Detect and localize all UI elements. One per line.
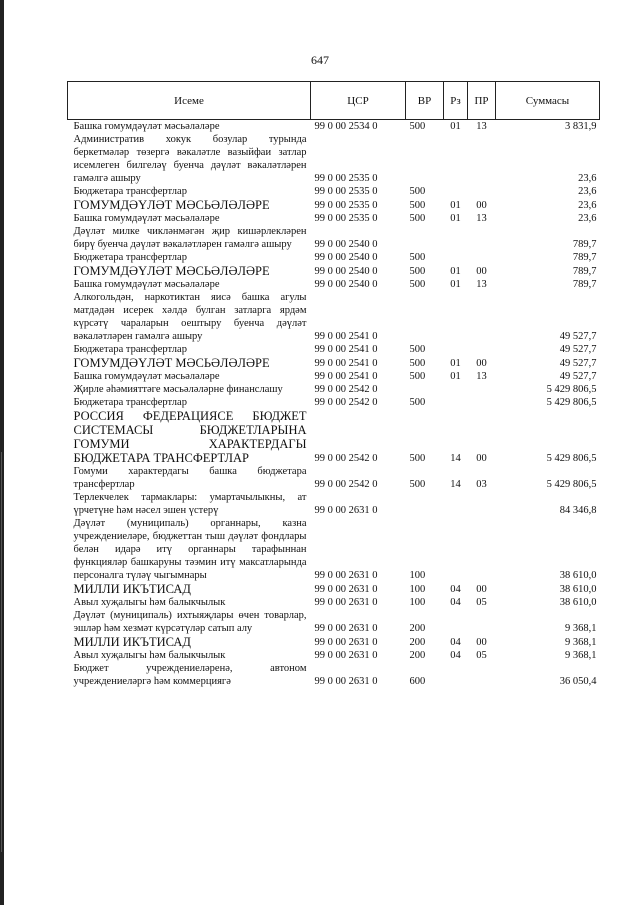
table-row	[68, 278, 600, 291]
row-csr: 99 0 00 2540 0	[314, 252, 378, 263]
row-sum: 84 346,8	[559, 505, 597, 516]
table-header	[68, 82, 600, 120]
row-rz	[444, 662, 468, 688]
row-name: Бюджетара трансфертлар	[73, 397, 187, 408]
row-rz: 01	[450, 371, 461, 382]
table-row	[68, 491, 600, 517]
table-row	[68, 133, 600, 185]
row-name: МИЛЛИ ИКЪТИСАД	[73, 582, 191, 596]
table-row	[68, 596, 600, 609]
row-pr	[468, 609, 496, 635]
table-row	[68, 662, 600, 688]
row-rz: 01	[450, 266, 461, 277]
table-body	[68, 120, 600, 689]
row-rz	[444, 343, 468, 356]
row-csr: 99 0 00 2535 0	[314, 186, 378, 197]
row-pr	[468, 396, 496, 409]
row-pr: 00	[476, 637, 487, 648]
row-vr: 500	[409, 397, 426, 408]
row-vr: 500	[409, 186, 426, 197]
row-name: Башка гомумдәүләт мәсьәләләре	[73, 279, 220, 290]
row-pr	[468, 133, 496, 185]
row-vr: 100	[409, 597, 426, 608]
row-sum: 23,6	[578, 173, 597, 184]
row-vr	[406, 291, 444, 343]
row-csr: 99 0 00 2631 0	[314, 597, 378, 608]
row-rz	[444, 383, 468, 396]
table-row	[68, 264, 600, 278]
row-name: Бюджетара трансфертлар	[73, 252, 187, 263]
row-csr: 99 0 00 2541 0	[314, 358, 378, 369]
table-row	[68, 609, 600, 635]
row-pr	[468, 383, 496, 396]
row-csr: 99 0 00 2631 0	[314, 637, 378, 648]
row-name: Алкогольдән, наркотиктан яисә башка агулы матдәдән исерек хәлдә булган затларга ярдәм күрсәтү чараларын оештыру буенча дәүләт вәкаләтләрен гамәлгә ашыру	[73, 292, 307, 342]
row-csr: 99 0 00 2535 0	[314, 200, 378, 211]
row-sum: 23,6	[578, 186, 597, 197]
table-row	[68, 185, 600, 198]
row-vr: 200	[409, 650, 426, 661]
table-row	[68, 396, 600, 409]
row-rz	[444, 185, 468, 198]
table-row	[68, 649, 600, 662]
row-name: Башка гомумдәүләт мәсьәләләре	[73, 121, 220, 132]
row-pr	[468, 343, 496, 356]
row-name: Гомуми характердагы башка бюджетара трансфертлар	[73, 466, 307, 490]
row-csr: 99 0 00 2541 0	[314, 331, 378, 342]
row-name: Җирле әһәмияттәге мәсьәләләрне финанслашу	[73, 384, 283, 395]
row-vr: 100	[409, 570, 426, 581]
row-rz: 04	[450, 650, 461, 661]
row-name: Бюджетара трансфертлар	[73, 186, 187, 197]
row-pr	[468, 225, 496, 251]
row-pr: 05	[476, 650, 487, 661]
row-pr	[468, 517, 496, 582]
row-pr: 00	[476, 358, 487, 369]
row-pr: 13	[476, 371, 487, 382]
row-csr: 99 0 00 2631 0	[314, 505, 378, 516]
row-rz: 04	[450, 584, 461, 595]
row-vr	[406, 383, 444, 396]
row-sum: 789,7	[572, 266, 597, 277]
row-pr	[468, 251, 496, 264]
row-name: Дәүләт (муниципаль) ихтыяҗлары өчен товарлар, эшләр һәм хезмәт күрсәтүләр сатып алу	[73, 610, 307, 634]
row-vr: 500	[409, 358, 426, 369]
row-rz: 01	[450, 213, 461, 224]
row-pr: 00	[476, 453, 487, 464]
row-vr: 600	[409, 676, 426, 687]
row-sum: 38 610,0	[559, 597, 597, 608]
header-csr: ЦСР	[311, 82, 406, 120]
row-pr: 00	[476, 584, 487, 595]
row-pr: 00	[476, 266, 487, 277]
row-pr	[468, 291, 496, 343]
row-rz	[444, 133, 468, 185]
scan-margin-line	[1, 452, 2, 852]
row-rz	[444, 609, 468, 635]
row-vr: 500	[409, 252, 426, 263]
row-csr: 99 0 00 2535 0	[314, 173, 378, 184]
table-row	[68, 517, 600, 582]
row-rz: 01	[450, 279, 461, 290]
row-name: Бюджетара трансфертлар	[73, 344, 187, 355]
table-row	[68, 356, 600, 370]
row-name: Бюджет учреждениеләренә, автоном учреждениеләргә һәм коммерциягә	[73, 663, 307, 687]
table-row	[68, 225, 600, 251]
row-sum: 5 429 806,5	[546, 479, 597, 490]
row-csr: 99 0 00 2541 0	[314, 371, 378, 382]
row-csr: 99 0 00 2631 0	[314, 570, 378, 581]
row-sum: 5 429 806,5	[546, 384, 597, 395]
row-name: ГОМУМДӘҮЛӘТ МӘСЬӘЛӘЛӘРЕ	[73, 356, 270, 370]
table-row	[68, 291, 600, 343]
row-sum: 38 610,0	[559, 584, 597, 595]
row-sum: 49 527,7	[559, 344, 597, 355]
row-csr: 99 0 00 2542 0	[314, 397, 378, 408]
row-rz: 01	[450, 358, 461, 369]
row-rz: 01	[450, 200, 461, 211]
row-csr: 99 0 00 2631 0	[314, 676, 378, 687]
row-vr: 500	[409, 453, 426, 464]
row-sum: 789,7	[572, 279, 597, 290]
row-rz: 14	[450, 453, 461, 464]
row-csr: 99 0 00 2541 0	[314, 344, 378, 355]
header-name: Исеме	[68, 82, 311, 120]
row-sum: 5 429 806,5	[546, 453, 597, 464]
table-row	[68, 582, 600, 596]
table-row	[68, 212, 600, 225]
row-vr: 500	[409, 371, 426, 382]
row-pr: 03	[476, 479, 487, 490]
row-sum: 49 527,7	[559, 331, 597, 342]
row-csr: 99 0 00 2631 0	[314, 623, 378, 634]
row-csr: 99 0 00 2542 0	[314, 384, 378, 395]
table-row	[68, 198, 600, 212]
row-rz	[444, 396, 468, 409]
row-vr	[406, 133, 444, 185]
row-name: Административ хокук бозулар турында беркетмәләр төзергә вәкаләтле вазыйфаи затлар исемлеген билгеләү буенча дәүләт вәкаләтләрен гамәлгә ашыру	[73, 134, 307, 184]
row-sum: 38 610,0	[559, 570, 597, 581]
row-vr: 200	[409, 623, 426, 634]
row-sum: 9 368,1	[565, 650, 597, 661]
table-row	[68, 465, 600, 491]
row-vr	[406, 225, 444, 251]
row-name: ГОМУМДӘҮЛӘТ МӘСЬӘЛӘЛӘРЕ	[73, 198, 270, 212]
row-name: Терлекчелек тармаклары: умартачылыкны, ат үрчетүне һәм нәсел эшен үстерү	[73, 492, 307, 516]
row-sum: 23,6	[578, 213, 597, 224]
row-sum: 789,7	[572, 239, 597, 250]
row-name: Башка гомумдәүләт мәсьәләләре	[73, 213, 220, 224]
header-vr: ВР	[406, 82, 444, 120]
row-vr: 500	[409, 266, 426, 277]
header-sum: Суммасы	[496, 82, 600, 120]
row-vr: 100	[409, 584, 426, 595]
table-row	[68, 383, 600, 396]
row-sum: 49 527,7	[559, 371, 597, 382]
row-name: РОССИЯ ФЕДЕРАЦИЯСЕ БЮДЖЕТ СИСТЕМАСЫ БЮДЖЕТЛАРЫНА ГОМУМИ ХАРАКТЕРДАГЫ БЮДЖЕТАРА ТРАНСФЕРТЛАР	[73, 409, 307, 465]
row-name: Авыл хуҗалыгы һәм балыкчылык	[73, 650, 226, 661]
page-number: 647	[311, 53, 329, 67]
row-vr: 500	[409, 279, 426, 290]
row-rz: 04	[450, 597, 461, 608]
row-vr: 200	[409, 637, 426, 648]
row-vr: 500	[409, 200, 426, 211]
row-name: Башка гомумдәүләт мәсьәләләре	[73, 371, 220, 382]
row-pr	[468, 185, 496, 198]
row-csr: 99 0 00 2534 0	[314, 121, 378, 132]
row-vr	[406, 491, 444, 517]
row-rz: 01	[450, 121, 461, 132]
row-rz	[444, 225, 468, 251]
row-csr: 99 0 00 2540 0	[314, 266, 378, 277]
row-sum: 3 831,9	[565, 121, 597, 132]
row-rz	[444, 517, 468, 582]
row-pr: 13	[476, 279, 487, 290]
row-vr: 500	[409, 213, 426, 224]
row-csr: 99 0 00 2535 0	[314, 213, 378, 224]
table-row	[68, 370, 600, 383]
row-vr: 500	[409, 121, 426, 132]
row-sum: 23,6	[578, 200, 597, 211]
row-sum: 36 050,4	[559, 676, 597, 687]
row-pr: 13	[476, 213, 487, 224]
row-rz	[444, 491, 468, 517]
row-pr	[468, 491, 496, 517]
row-sum: 9 368,1	[565, 637, 597, 648]
table-row	[68, 120, 600, 134]
table-row	[68, 409, 600, 465]
row-sum: 49 527,7	[559, 358, 597, 369]
row-rz	[444, 251, 468, 264]
row-csr: 99 0 00 2540 0	[314, 239, 378, 250]
row-csr: 99 0 00 2542 0	[314, 453, 378, 464]
row-name: Дәүләт (муниципаль) органнары, казна учреждениеләре, бюджеттан тыш дәүләт фондлары белән идарә итү органнары тарафыннан функцияләр башкаруны тәэмин итү максатларында персоналга түләү чыгымнары	[73, 518, 307, 581]
table-row	[68, 635, 600, 649]
row-name: ГОМУМДӘҮЛӘТ МӘСЬӘЛӘЛӘРЕ	[73, 264, 270, 278]
row-csr: 99 0 00 2540 0	[314, 279, 378, 290]
row-vr: 500	[409, 344, 426, 355]
row-rz	[444, 291, 468, 343]
row-name: МИЛЛИ ИКЪТИСАД	[73, 635, 191, 649]
row-csr: 99 0 00 2631 0	[314, 584, 378, 595]
row-pr: 05	[476, 597, 487, 608]
header-rz: Рз	[444, 82, 468, 120]
row-pr	[468, 662, 496, 688]
header-pr: ПР	[468, 82, 496, 120]
table-row	[68, 251, 600, 264]
row-name: Дәүләт милке чикләнмәгән җир кишәрлекләрен бирү буенча дәүләт вәкаләтләрен гамәлгә ашыру	[73, 226, 307, 250]
row-sum: 9 368,1	[565, 623, 597, 634]
row-rz: 14	[450, 479, 461, 490]
table-row	[68, 343, 600, 356]
budget-table	[67, 81, 600, 688]
row-sum: 5 429 806,5	[546, 397, 597, 408]
row-pr: 00	[476, 200, 487, 211]
row-name: Авыл хуҗалыгы һәм балыкчылык	[73, 597, 226, 608]
row-csr: 99 0 00 2542 0	[314, 479, 378, 490]
row-vr: 500	[409, 479, 426, 490]
row-csr: 99 0 00 2631 0	[314, 650, 378, 661]
row-rz: 04	[450, 637, 461, 648]
row-sum: 789,7	[572, 252, 597, 263]
row-pr: 13	[476, 121, 487, 132]
